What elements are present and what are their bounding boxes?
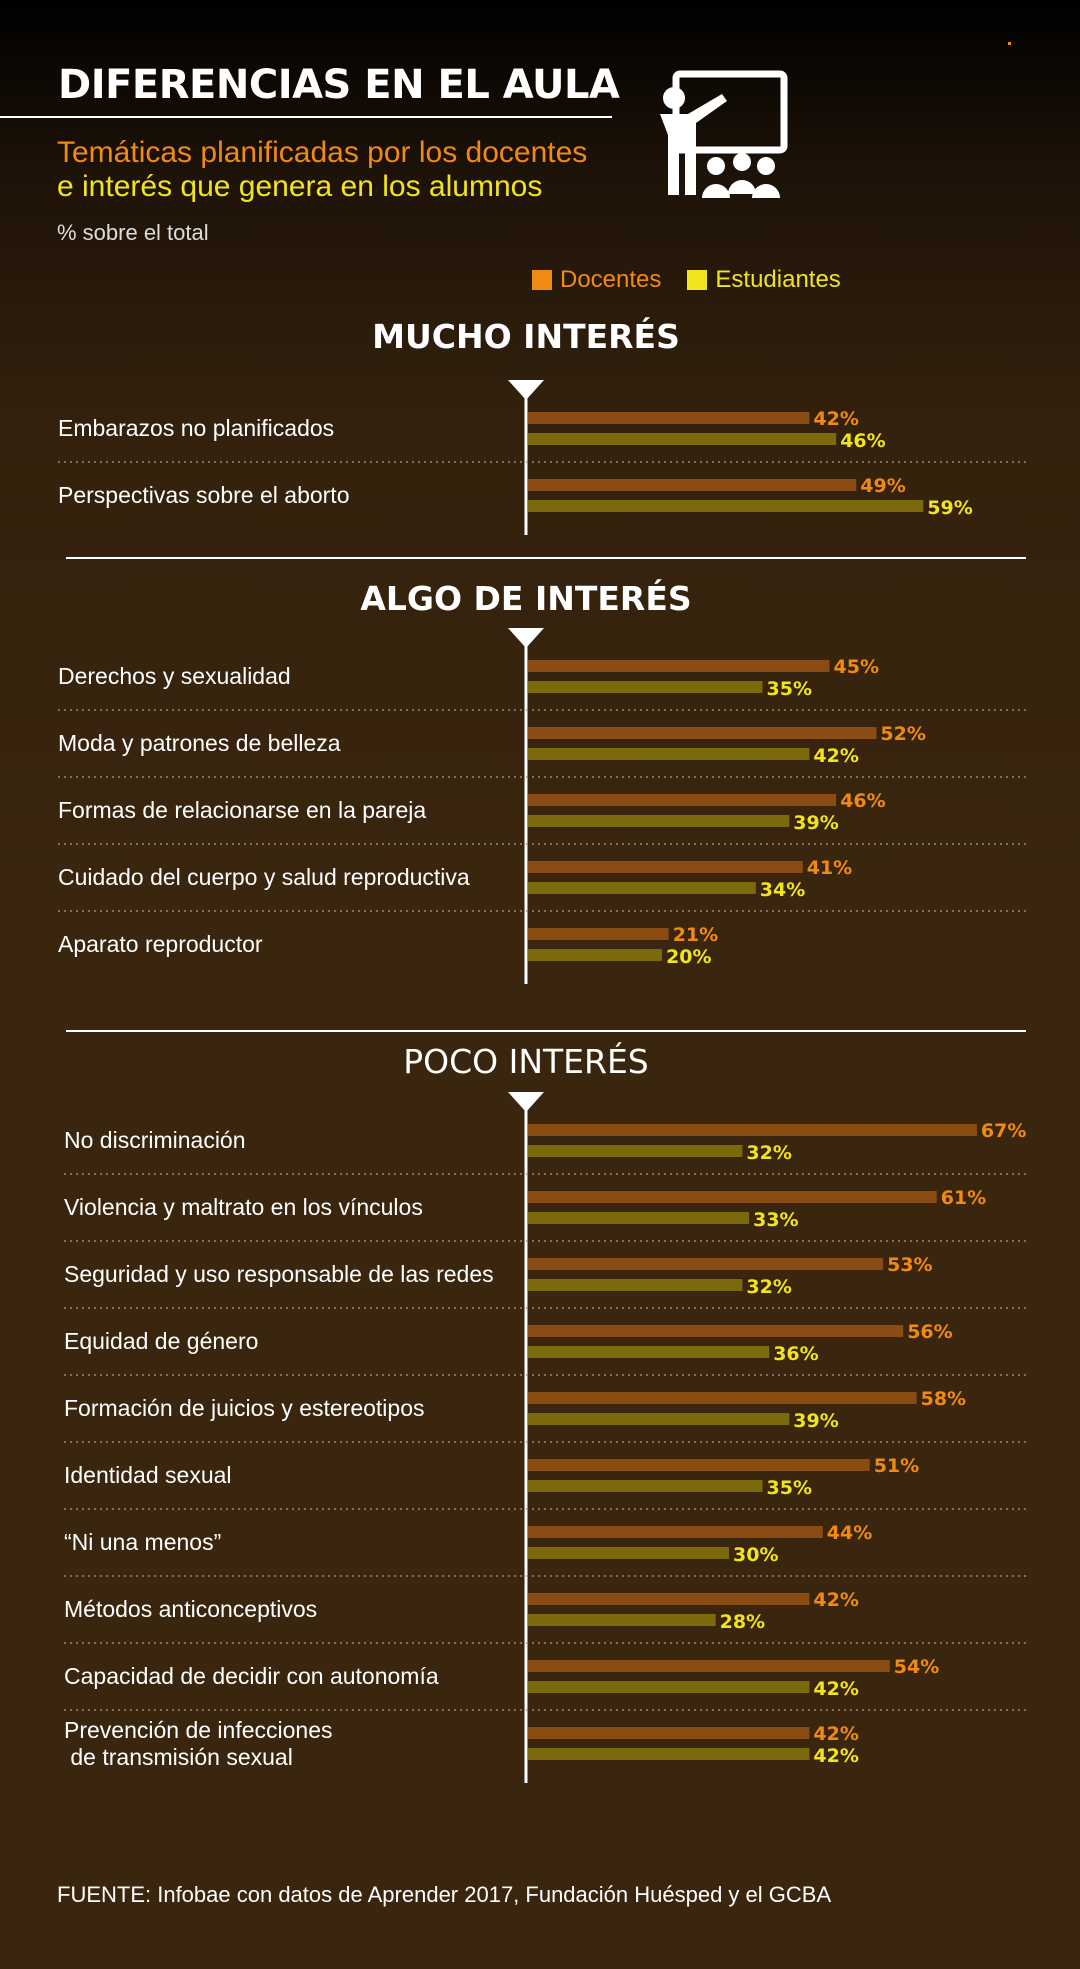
bar-estudiantes (528, 949, 662, 961)
category-label: Moda y patrones de belleza (58, 730, 341, 756)
subtitle-line1: Temáticas planificadas por los docentes (57, 136, 588, 169)
bar-docentes (528, 1325, 903, 1337)
value-label-estudiantes: 46% (840, 430, 886, 452)
legend-estudiantes-label: Estudiantes (715, 266, 841, 293)
bar-docentes (528, 1191, 937, 1203)
bar-estudiantes (528, 1145, 742, 1157)
group-title: ALGO DE INTERÉS (360, 579, 692, 618)
legend-docentes-label: Docentes (560, 266, 662, 293)
value-label-estudiantes: 59% (927, 497, 973, 519)
category-label: Embarazos no planificados (58, 415, 335, 441)
bar-docentes (528, 1459, 870, 1471)
category-label: Violencia y maltrato en los vínculos (64, 1194, 423, 1220)
units-note: % sobre el total (57, 220, 209, 245)
value-label-estudiantes: 35% (766, 1477, 812, 1499)
value-label-estudiantes: 20% (666, 946, 712, 968)
bar-estudiantes (528, 882, 756, 894)
category-label: Derechos y sexualidad (58, 663, 291, 689)
value-label-docentes: 42% (813, 1589, 859, 1611)
bar-docentes (528, 660, 830, 672)
bar-estudiantes (528, 1748, 809, 1760)
category-label: Formas de relacionarse en la pareja (58, 797, 427, 823)
value-label-estudiantes: 33% (753, 1209, 799, 1231)
bar-estudiantes (528, 1547, 729, 1559)
value-label-docentes: 56% (907, 1321, 953, 1343)
bar-docentes (528, 479, 856, 491)
bar-estudiantes (528, 1346, 769, 1358)
value-label-docentes: 52% (880, 723, 926, 745)
category-label: Aparato reproductor (58, 931, 263, 957)
bar-estudiantes (528, 1681, 809, 1693)
category-label: Prevención de infecciones de transmisión sexual (64, 1717, 333, 1770)
value-label-estudiantes: 36% (773, 1343, 819, 1365)
value-label-docentes: 61% (940, 1187, 987, 1209)
value-label-docentes: 67% (980, 1120, 1027, 1142)
value-label-estudiantes: 42% (813, 745, 859, 767)
bar-estudiantes (528, 681, 763, 693)
value-label-docentes: 53% (887, 1254, 933, 1276)
value-label-docentes: 49% (860, 475, 906, 497)
value-label-estudiantes: 34% (759, 879, 806, 901)
value-label-docentes: 21% (672, 924, 719, 946)
category-label: No discriminación (64, 1127, 246, 1153)
value-label-estudiantes: 39% (793, 1410, 839, 1432)
value-label-docentes: 54% (893, 1656, 940, 1678)
value-label-docentes: 42% (813, 408, 859, 430)
value-label-docentes: 44% (826, 1522, 873, 1544)
category-label: “Ni una menos” (64, 1529, 222, 1555)
category-label: Formación de juicios y estereotipos (64, 1395, 425, 1421)
value-label-estudiantes: 32% (746, 1276, 792, 1298)
category-label: Capacidad de decidir con autonomía (64, 1663, 439, 1689)
bar-estudiantes (528, 433, 836, 445)
bar-estudiantes (528, 1279, 742, 1291)
bar-docentes (528, 1124, 977, 1136)
value-label-docentes: 45% (833, 656, 879, 678)
source-note: FUENTE: Infobae con datos de Aprender 2017, Fundación Huésped y el GCBA (57, 1882, 832, 1907)
bar-docentes (528, 1727, 809, 1739)
value-label-estudiantes: 42% (813, 1678, 859, 1700)
bar-docentes (528, 1392, 917, 1404)
value-label-estudiantes: 28% (719, 1611, 766, 1633)
bar-estudiantes (528, 748, 809, 760)
bar-docentes (528, 928, 669, 940)
value-label-estudiantes: 42% (813, 1745, 859, 1767)
category-label: Equidad de género (64, 1328, 259, 1354)
value-label-estudiantes: 32% (746, 1142, 792, 1164)
value-label-estudiantes: 35% (766, 678, 812, 700)
bar-docentes (528, 1660, 890, 1672)
subtitle-line2: e interés que genera en los alumnos (57, 170, 543, 203)
value-label-docentes: 42% (813, 1723, 859, 1745)
category-label: Perspectivas sobre el aborto (58, 482, 350, 508)
value-label-estudiantes: 39% (793, 812, 839, 834)
bar-estudiantes (528, 1480, 763, 1492)
category-label: Seguridad y uso responsable de las redes (64, 1261, 494, 1287)
bar-docentes (528, 794, 836, 806)
bar-estudiantes (528, 1212, 749, 1224)
bar-docentes (528, 861, 803, 873)
bar-estudiantes (528, 1614, 716, 1626)
category-label: Identidad sexual (64, 1462, 232, 1488)
value-label-docentes: 46% (840, 790, 886, 812)
group-title: MUCHO INTERÉS (372, 317, 680, 356)
bar-estudiantes (528, 1413, 789, 1425)
page-title: DIFERENCIAS EN EL AULA (58, 62, 620, 108)
value-label-docentes: 51% (873, 1455, 920, 1477)
value-label-docentes: 58% (920, 1388, 967, 1410)
bar-docentes (528, 1593, 809, 1605)
value-label-docentes: 41% (806, 857, 853, 879)
bar-docentes (528, 727, 876, 739)
bar-docentes (528, 412, 809, 424)
bar-docentes (528, 1258, 883, 1270)
bar-docentes (528, 1526, 823, 1538)
bar-estudiantes (528, 815, 789, 827)
category-label: Cuidado del cuerpo y salud reproductiva (58, 864, 470, 890)
value-label-estudiantes: 30% (733, 1544, 779, 1566)
group-title: POCO INTERÉS (403, 1042, 649, 1081)
bar-estudiantes (528, 500, 923, 512)
category-label: Métodos anticonceptivos (64, 1596, 318, 1622)
